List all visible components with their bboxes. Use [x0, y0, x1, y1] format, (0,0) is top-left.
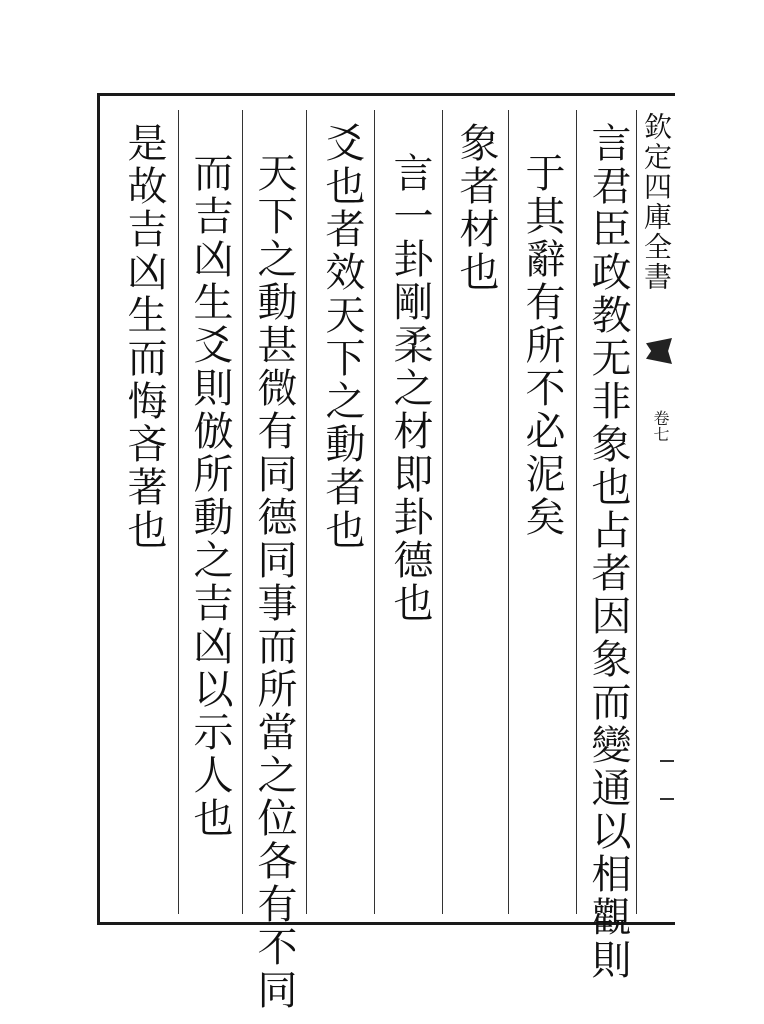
text-column-3: 象者材也 [453, 122, 499, 294]
column-rule [442, 110, 443, 914]
juan-label: 卷七 [651, 410, 670, 442]
column-rule [306, 110, 307, 914]
text-column-6: 天下之動甚微有同德同事而所當之位各有不同 [251, 152, 297, 1012]
column-rule [374, 110, 375, 914]
book-title: 欽定四庫全書 [640, 112, 673, 292]
page-number-mark [660, 760, 674, 800]
column-rule [178, 110, 179, 914]
text-column-5: 爻也者效天下之動者也 [319, 122, 365, 552]
margin-rule [636, 110, 637, 914]
text-column-2: 于其辭有所不必泥矣 [519, 152, 565, 539]
text-column-8: 是故吉凶生而悔吝著也 [121, 122, 167, 552]
column-rule [576, 110, 577, 914]
text-column-7: 而吉凶生爻則倣所動之吉凶以示人也 [187, 152, 233, 840]
column-rule [242, 110, 243, 914]
text-column-4: 言一卦剛柔之材即卦德也 [387, 152, 433, 625]
text-column-1: 言君臣政教无非象也占者因象而變通以相觀則 [585, 122, 631, 982]
column-rule [508, 110, 509, 914]
